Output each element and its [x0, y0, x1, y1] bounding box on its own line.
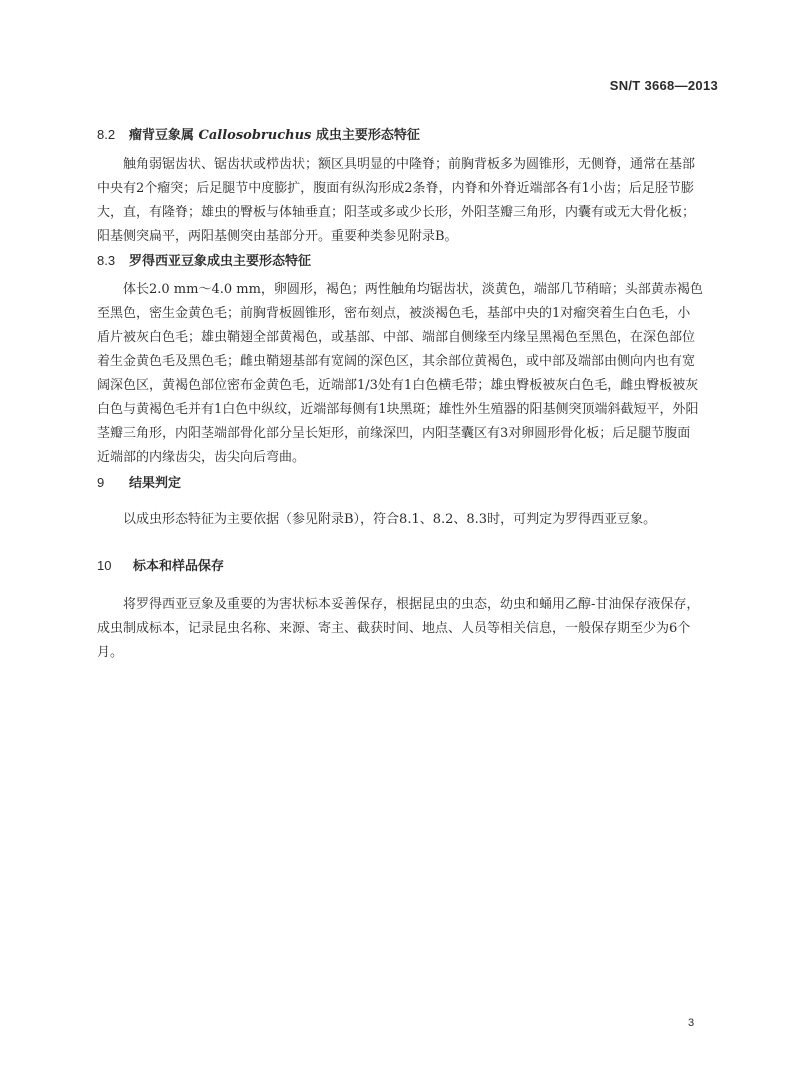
section-number: 10: [97, 558, 112, 573]
section-heading-8-2: [97, 124, 420, 143]
section-body-10: 将罗得西亚豆象及重要的为害状标本妥善保存，根据昆虫的虫态，幼虫和蛹用乙醇-甘油保存液保存，成虫制成标本，记录昆虫名称、来源、寄主、截获时间、地点、人员等相关信息，一般保存期至少为6个月。: [97, 597, 700, 660]
section-body-8-3: 体长2.0 mm～4.0 mm，卵圆形，褐色；两性触角均锯齿状，淡黄色，端部几节稍暗；头部黄赤褐色至黑色，密生金黄色毛；前胸背板圆锥形，密布刻点，被淡褐色毛，基部中央的1对瘤突着生白色毛，小盾片被灰白色毛；雄虫鞘翅全部黄褐色，或基部、中部、端部自侧缘至内缘呈黑褐色至黑色，在深色部位着生金黄色毛及黑色毛；雌虫鞘翅基部有宽阔的深色区，其余部位黄褐色，或中部及端部由侧向内也有宽阔深色区，黄褐色部位密布金黄色毛，近端部1/3处有1白色横毛带；雄虫臀板被灰白色毛，雌虫臀板被灰白色与黄褐色毛并有1白色中纵纹，近端部每侧有1块黑斑；雄性外生殖器的阳基侧突顶端斜截短平，外阳茎瓣三角形，内阳茎端部骨化部分呈长矩形，前缘深凹，内阳茎囊区有3对卵圆形骨化板；后足腿节腹面近端部的内缘齿尖，齿尖向后弯曲。: [97, 282, 703, 465]
section-number: 8.3: [97, 253, 116, 268]
section-title: 标本和样品保存: [133, 559, 225, 574]
page-number: 3: [688, 1017, 695, 1029]
standard-code: SN/T 3668—2013: [609, 78, 718, 93]
section-title-latin: Callosobruchus: [198, 128, 312, 143]
section-heading-8-3: [97, 250, 311, 269]
section-title: 罗得西亚豆象成虫主要形态特征: [129, 254, 312, 269]
section-title: 结果判定: [129, 476, 182, 491]
section-body-8-2: 触角弱锯齿状、锯齿状或栉齿状；额区具明显的中隆脊；前胸背板多为圆锥形，无侧脊，通常在基部中央有2个瘤突；后足腿节中度膨扩，腹面有纵沟形成2条脊，内脊和外脊近端部各有1小齿；后足胫节膨大，直，有隆脊；雄虫的臀板与体轴垂直；阳茎或多或少长形，外阳茎瓣三角形，内囊有或无大骨化板；阳基侧突扁平，两阳基侧突由基部分开。重要种类参见附录B。: [97, 157, 696, 244]
section-body-9: 以成虫形态特征为主要依据（参见附录B），符合8.1、8.2、8.3时，可判定为罗得西亚豆象。: [123, 512, 657, 527]
section-title-post: 成虫主要形态特征: [311, 128, 420, 143]
section-number: 8.2: [97, 127, 116, 142]
section-title-pre: 瘤背豆象属: [129, 128, 199, 143]
section-heading-10: [97, 555, 224, 574]
section-number: 9: [97, 475, 105, 490]
section-heading-9: [97, 472, 181, 491]
